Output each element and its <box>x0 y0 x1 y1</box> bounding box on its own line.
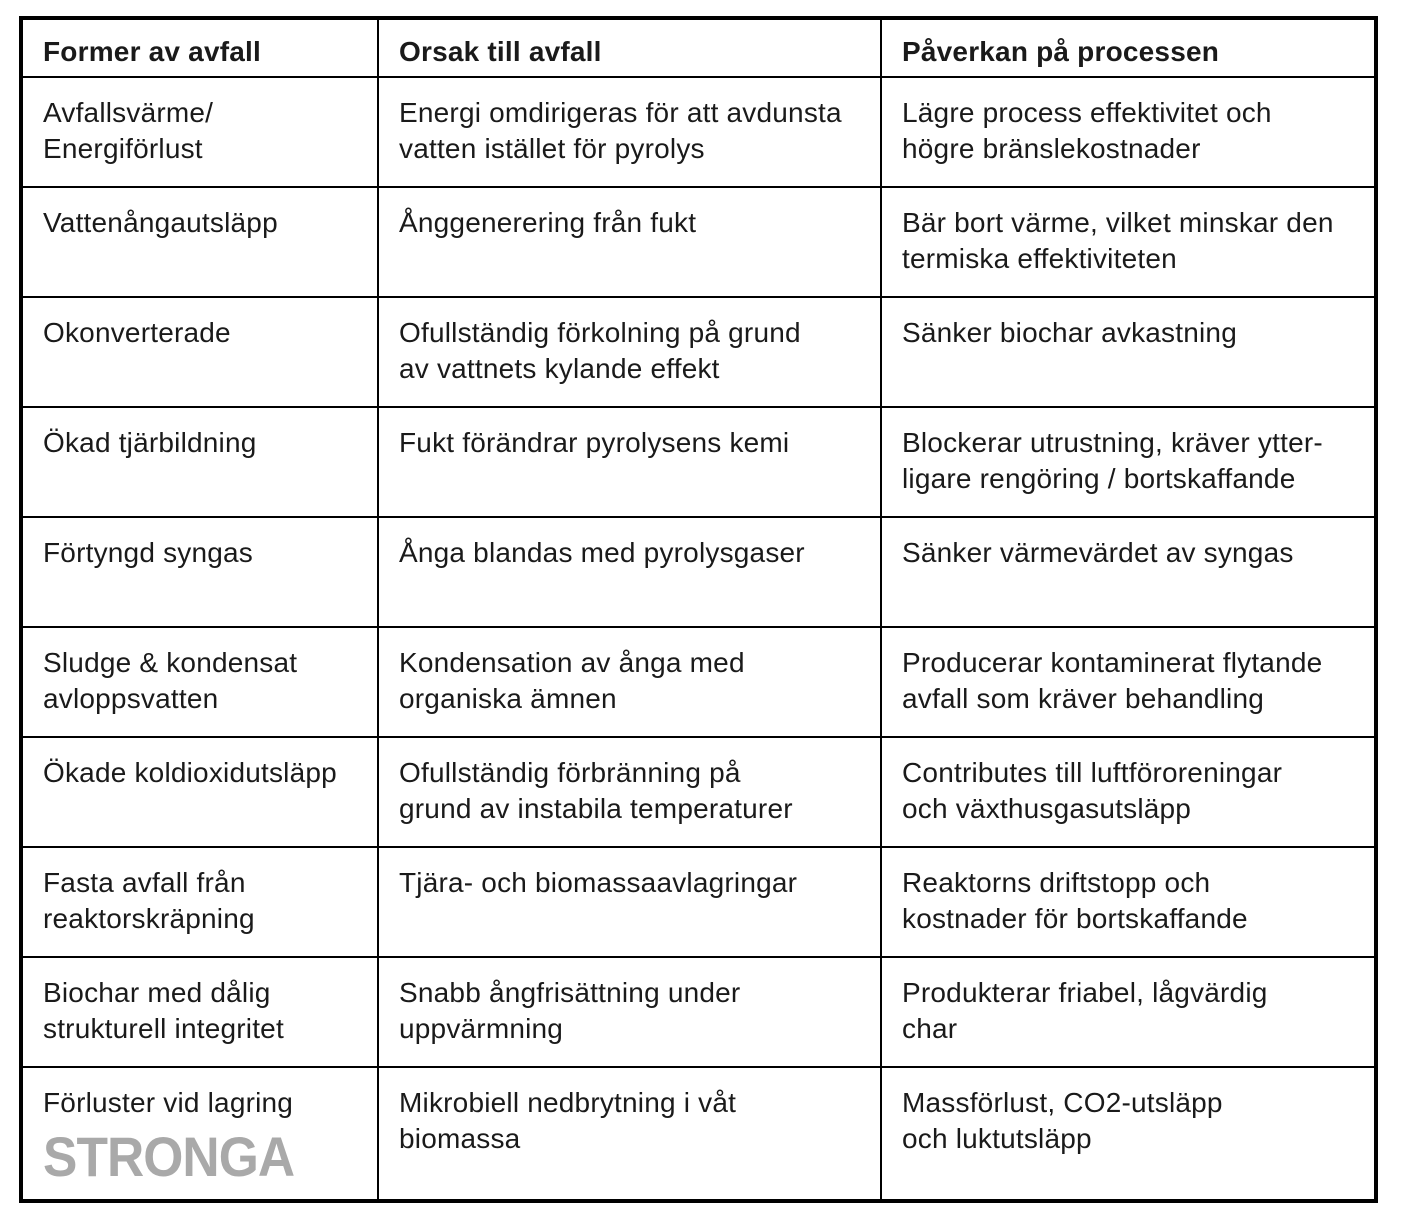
cell-waste-form: Sludge & kondensat avloppsvatten <box>23 627 378 737</box>
cell-waste-form: Okonverterade <box>23 297 378 407</box>
cell-process-impact: Blockerar utrustning, kräver ytter- ligare rengöring / bortskaffande <box>881 407 1374 517</box>
cell-waste-cause: Ofullständig förkolning på grund av vattnets kylande effekt <box>378 297 881 407</box>
cell-waste-form: Avfallsvärme/ Energiförlust <box>23 77 378 187</box>
cell-waste-form: Ökade koldioxidutsläpp <box>23 737 378 847</box>
table-row <box>23 407 1374 517</box>
table-row <box>23 847 1374 957</box>
cell-waste-cause: Energi omdirigeras för att avdunsta vatten istället för pyrolys <box>378 77 881 187</box>
stronga-logo: STRONGA <box>43 1125 295 1188</box>
table-row <box>23 187 1374 297</box>
table-row <box>23 1067 1374 1199</box>
cell-process-impact: Contributes till luftföroreningar och växthusgasutsläpp <box>881 737 1374 847</box>
cell-process-impact: Lägre process effektivitet och högre bränslekostnader <box>881 77 1374 187</box>
cell-waste-form: Fasta avfall från reaktorskräpning <box>23 847 378 957</box>
cell-waste-form: Ökad tjärbildning <box>23 407 378 517</box>
cell-waste-cause: Kondensation av ånga med organiska ämnen <box>378 627 881 737</box>
table-row <box>23 297 1374 407</box>
table-row <box>23 737 1374 847</box>
header-waste-cause: Orsak till avfall <box>378 20 881 77</box>
cell-waste-cause: Snabb ångfrisättning under uppvärmning <box>378 957 881 1067</box>
header-waste-form: Former av avfall <box>23 20 378 77</box>
cell-process-impact: Sänker biochar avkastning <box>881 297 1374 407</box>
header-process-impact: Påverkan på processen <box>881 20 1374 77</box>
cell-process-impact: Producerar kontaminerat flytande avfall som kräver behandling <box>881 627 1374 737</box>
table-row <box>23 957 1374 1067</box>
cell-waste-form: Förtyngd syngas <box>23 517 378 627</box>
cell-process-impact: Massförlust, CO2-utsläpp och luktutsläpp <box>881 1067 1374 1199</box>
cell-process-impact: Bär bort värme, vilket minskar den termiska effektiviteten <box>881 187 1374 297</box>
table-header-row <box>23 20 1374 77</box>
cell-process-impact: Sänker värmevärdet av syngas <box>881 517 1374 627</box>
table-row <box>23 517 1374 627</box>
cell-waste-form: Förluster vid lagring STRONGA <box>23 1067 378 1199</box>
cell-process-impact: Reaktorns driftstopp och kostnader för bortskaffande <box>881 847 1374 957</box>
table-row <box>23 627 1374 737</box>
waste-table <box>23 20 1374 1199</box>
cell-waste-cause: Ånga blandas med pyrolysgaser <box>378 517 881 627</box>
cell-waste-cause: Ofullständig förbränning på grund av instabila temperaturer <box>378 737 881 847</box>
cell-waste-form: Biochar med dålig strukturell integritet <box>23 957 378 1067</box>
cell-waste-cause: Ånggenerering från fukt <box>378 187 881 297</box>
cell-waste-cause: Mikrobiell nedbrytning i våt biomassa <box>378 1067 881 1199</box>
waste-table-container <box>19 16 1378 1203</box>
cell-process-impact: Produkterar friabel, lågvärdig char <box>881 957 1374 1067</box>
table-row <box>23 77 1374 187</box>
cell-waste-form: Vattenångautsläpp <box>23 187 378 297</box>
cell-waste-cause: Tjära- och biomassaavlagringar <box>378 847 881 957</box>
cell-waste-cause: Fukt förändrar pyrolysens kemi <box>378 407 881 517</box>
